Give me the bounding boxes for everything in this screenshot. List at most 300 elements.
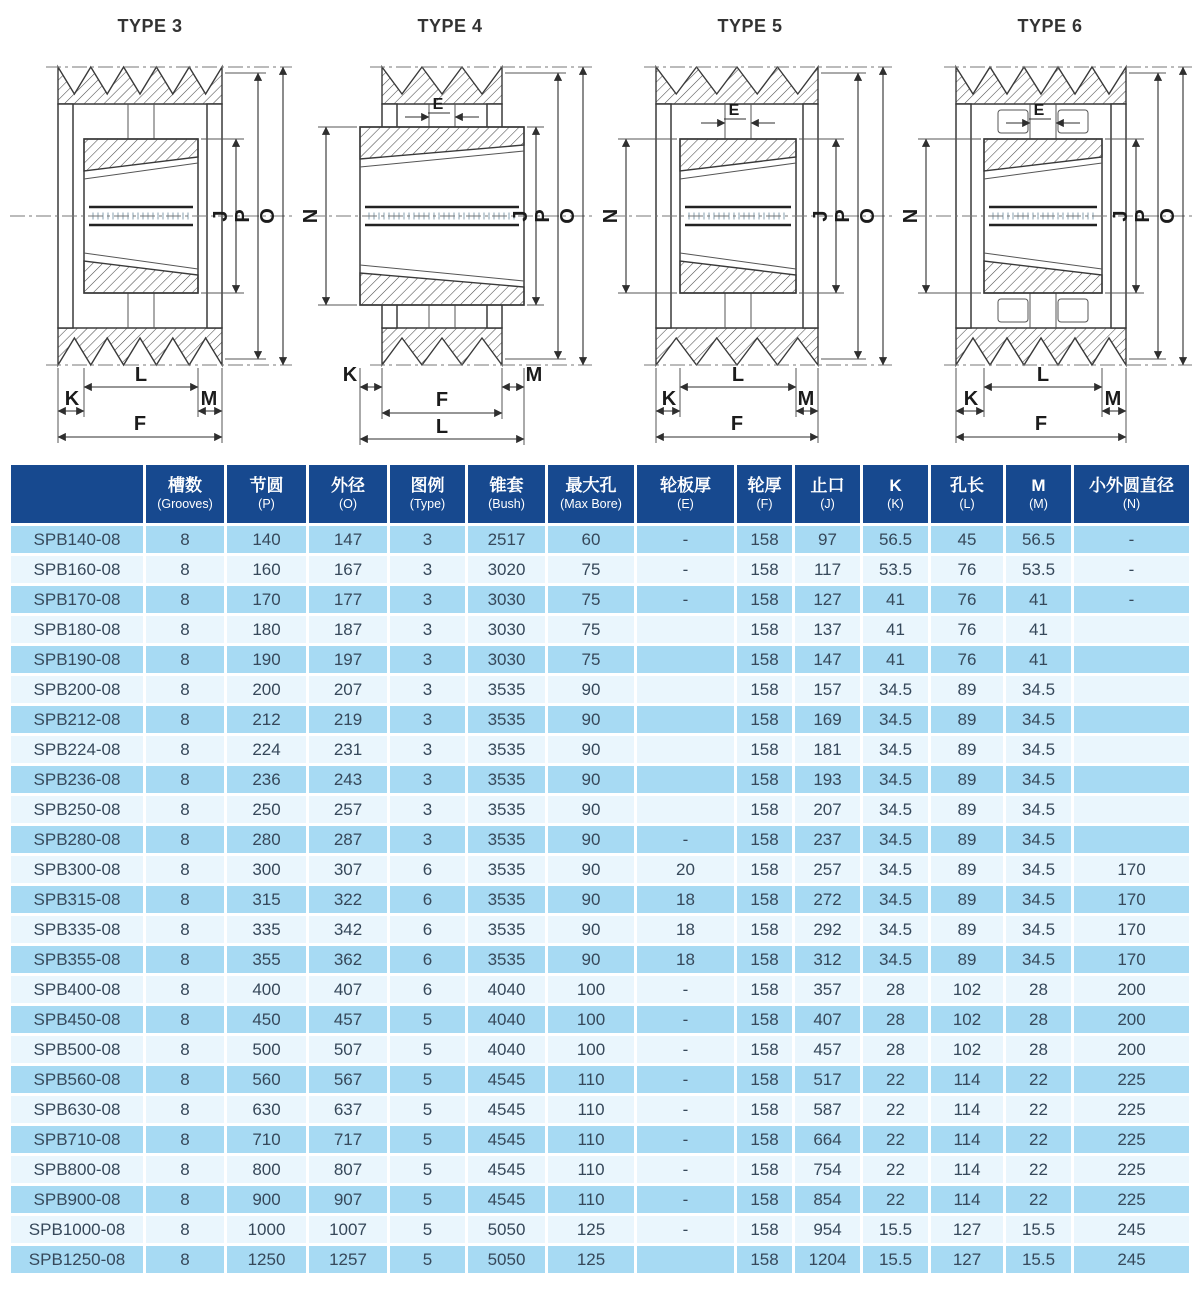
table-cell: 100 — [548, 1006, 634, 1033]
svg-text:P: P — [1132, 209, 1154, 223]
table-cell: 1000 — [227, 1216, 306, 1243]
table-cell: 158 — [737, 1006, 792, 1033]
table-cell: 158 — [737, 1246, 792, 1273]
table-cell: 5 — [390, 1096, 465, 1123]
model-cell: SPB190-08 — [11, 646, 143, 673]
table-cell: 190 — [227, 646, 306, 673]
column-header-13: 小外圆直径 (N) — [1074, 465, 1189, 523]
table-cell: 76 — [931, 616, 1003, 643]
table-cell: 8 — [146, 1096, 224, 1123]
model-cell: SPB280-08 — [11, 826, 143, 853]
table-cell: 127 — [931, 1216, 1003, 1243]
table-cell — [637, 796, 734, 823]
table-cell: 158 — [737, 766, 792, 793]
table-cell: - — [637, 826, 734, 853]
table-header-row — [11, 465, 1189, 523]
table-cell: 5 — [390, 1216, 465, 1243]
table-cell: 4040 — [468, 1006, 545, 1033]
table-cell: 90 — [548, 796, 634, 823]
table-row — [11, 1066, 1189, 1093]
table-cell: 34.5 — [863, 916, 928, 943]
model-cell: SPB1000-08 — [11, 1216, 143, 1243]
table-cell: 8 — [146, 766, 224, 793]
table-cell: 158 — [737, 1096, 792, 1123]
svg-text:K: K — [64, 388, 80, 410]
svg-text:K: K — [963, 388, 979, 410]
table-cell: 710 — [227, 1126, 306, 1153]
table-row — [11, 616, 1189, 643]
table-cell: 110 — [548, 1156, 634, 1183]
table-cell: 89 — [931, 826, 1003, 853]
table-cell: 34.5 — [863, 676, 928, 703]
table-cell: 18 — [637, 886, 734, 913]
table-cell: 75 — [548, 616, 634, 643]
model-cell: SPB1250-08 — [11, 1246, 143, 1273]
table-cell: 90 — [548, 856, 634, 883]
svg-text:J: J — [510, 210, 532, 222]
table-cell: 15.5 — [863, 1246, 928, 1273]
table-cell: 3 — [390, 646, 465, 673]
table-cell: 22 — [863, 1126, 928, 1153]
table-cell: - — [637, 1006, 734, 1033]
table-cell: 907 — [309, 1186, 387, 1213]
table-cell: 4545 — [468, 1156, 545, 1183]
table-cell: 34.5 — [1006, 826, 1071, 853]
table-cell: 90 — [548, 676, 634, 703]
table-cell: 8 — [146, 886, 224, 913]
table-cell: 200 — [1074, 1036, 1189, 1063]
table-cell: 158 — [737, 946, 792, 973]
table-cell: 28 — [863, 1006, 928, 1033]
model-cell: SPB500-08 — [11, 1036, 143, 1063]
table-cell: 89 — [931, 856, 1003, 883]
table-cell: 170 — [1074, 916, 1189, 943]
column-header-3: 外径 (O) — [309, 465, 387, 523]
table-cell: 1007 — [309, 1216, 387, 1243]
table-cell: 15.5 — [863, 1216, 928, 1243]
diagram-type-3 — [0, 0, 300, 462]
table-cell: 362 — [309, 946, 387, 973]
table-cell: 76 — [931, 646, 1003, 673]
table-cell: 237 — [795, 826, 860, 853]
table-cell: 231 — [309, 736, 387, 763]
table-cell: 4545 — [468, 1096, 545, 1123]
svg-text:F: F — [435, 389, 449, 411]
table-cell: 28 — [1006, 1006, 1071, 1033]
table-cell: 245 — [1074, 1246, 1189, 1273]
table-cell: 8 — [146, 826, 224, 853]
table-cell: 114 — [931, 1096, 1003, 1123]
table-row — [11, 526, 1189, 553]
table-cell: - — [637, 1096, 734, 1123]
table-cell: 200 — [1074, 976, 1189, 1003]
diagram-title-type-3: TYPE 3 — [117, 16, 183, 36]
table-cell: 3 — [390, 676, 465, 703]
table-cell: 34.5 — [1006, 946, 1071, 973]
table-cell: - — [637, 526, 734, 553]
table-cell: 158 — [737, 616, 792, 643]
column-header-5: 锥套 (Bush) — [468, 465, 545, 523]
column-header-6: 最大孔 (Max Bore) — [548, 465, 634, 523]
column-header-4: 图例 (Type) — [390, 465, 465, 523]
table-cell: 53.5 — [1006, 556, 1071, 583]
table-cell: 89 — [931, 916, 1003, 943]
table-cell: 312 — [795, 946, 860, 973]
table-cell: 89 — [931, 736, 1003, 763]
table-cell — [1074, 736, 1189, 763]
svg-text:N: N — [300, 208, 322, 224]
table-cell: 170 — [1074, 886, 1189, 913]
table-row — [11, 766, 1189, 793]
model-cell: SPB315-08 — [11, 886, 143, 913]
table-cell: 89 — [931, 676, 1003, 703]
table-cell: 110 — [548, 1186, 634, 1213]
table-cell: 158 — [737, 1156, 792, 1183]
table-cell: 34.5 — [863, 856, 928, 883]
table-cell: 219 — [309, 706, 387, 733]
table-cell: 250 — [227, 796, 306, 823]
model-cell: SPB212-08 — [11, 706, 143, 733]
table-cell: 97 — [795, 526, 860, 553]
table-cell: - — [637, 1156, 734, 1183]
table-cell: 322 — [309, 886, 387, 913]
table-cell: - — [637, 556, 734, 583]
svg-text:O: O — [257, 208, 279, 224]
table-cell: 6 — [390, 946, 465, 973]
table-cell: 224 — [227, 736, 306, 763]
table-cell: 3 — [390, 766, 465, 793]
table-cell: 158 — [737, 526, 792, 553]
table-cell — [637, 736, 734, 763]
table-row — [11, 586, 1189, 613]
table-cell: 4545 — [468, 1066, 545, 1093]
table-cell: 22 — [1006, 1126, 1071, 1153]
table-cell: 34.5 — [1006, 736, 1071, 763]
table-cell: 457 — [795, 1036, 860, 1063]
pulley-drawing-type-4 — [300, 39, 600, 463]
table-cell: 177 — [309, 586, 387, 613]
svg-text:N: N — [900, 208, 922, 224]
table-cell: 225 — [1074, 1156, 1189, 1183]
table-cell: 181 — [795, 736, 860, 763]
table-cell: 407 — [309, 976, 387, 1003]
table-cell: 158 — [737, 1066, 792, 1093]
svg-text:L: L — [731, 364, 745, 386]
table-row — [11, 706, 1189, 733]
table-cell: 5 — [390, 1186, 465, 1213]
table-cell: 15.5 — [1006, 1246, 1071, 1273]
table-cell: 169 — [795, 706, 860, 733]
table-cell: 900 — [227, 1186, 306, 1213]
model-cell: SPB710-08 — [11, 1126, 143, 1153]
svg-text:M: M — [525, 364, 543, 386]
table-cell: 954 — [795, 1216, 860, 1243]
table-cell: 34.5 — [863, 826, 928, 853]
table-cell: 8 — [146, 616, 224, 643]
table-cell: 110 — [548, 1096, 634, 1123]
column-header-11: 孔长 (L) — [931, 465, 1003, 523]
table-cell: 158 — [737, 826, 792, 853]
table-cell: 800 — [227, 1156, 306, 1183]
table-cell: 34.5 — [863, 736, 928, 763]
table-cell: 34.5 — [1006, 766, 1071, 793]
table-cell: 22 — [1006, 1156, 1071, 1183]
table-cell: 158 — [737, 916, 792, 943]
column-header-9: 止口 (J) — [795, 465, 860, 523]
table-cell: 287 — [309, 826, 387, 853]
table-cell: 114 — [931, 1066, 1003, 1093]
table-cell: 3535 — [468, 916, 545, 943]
svg-text:E: E — [432, 96, 444, 113]
table-cell: 34.5 — [863, 706, 928, 733]
table-cell: 8 — [146, 856, 224, 883]
table-cell: 89 — [931, 796, 1003, 823]
svg-text:P: P — [232, 209, 254, 223]
table-cell: 34.5 — [863, 796, 928, 823]
table-cell: - — [637, 1036, 734, 1063]
svg-text:E: E — [728, 102, 740, 119]
table-cell: 127 — [795, 586, 860, 613]
table-cell: 3 — [390, 556, 465, 583]
table-cell: 158 — [737, 1216, 792, 1243]
diagram-type-6 — [900, 0, 1200, 462]
table-cell: 3030 — [468, 616, 545, 643]
pulley-drawing-type-5 — [600, 39, 900, 463]
table-cell: 2517 — [468, 526, 545, 553]
model-cell: SPB200-08 — [11, 676, 143, 703]
table-cell: 158 — [737, 736, 792, 763]
svg-text:E: E — [1033, 102, 1045, 119]
table-cell: 34.5 — [1006, 856, 1071, 883]
table-cell: 6 — [390, 916, 465, 943]
svg-text:F: F — [1034, 413, 1048, 435]
table-cell — [637, 706, 734, 733]
table-cell: 5 — [390, 1066, 465, 1093]
table-cell: 3535 — [468, 946, 545, 973]
table-cell: 212 — [227, 706, 306, 733]
table-cell: 560 — [227, 1066, 306, 1093]
table-cell: 34.5 — [1006, 676, 1071, 703]
table-cell: 90 — [548, 916, 634, 943]
table-cell: 5 — [390, 1126, 465, 1153]
table-cell: 3535 — [468, 856, 545, 883]
table-cell: 22 — [1006, 1066, 1071, 1093]
svg-text:L: L — [134, 364, 148, 386]
table-cell: 1204 — [795, 1246, 860, 1273]
table-cell: 34.5 — [1006, 886, 1071, 913]
table-cell: 15.5 — [1006, 1216, 1071, 1243]
table-cell: 56.5 — [1006, 526, 1071, 553]
table-cell: 147 — [795, 646, 860, 673]
table-row — [11, 676, 1189, 703]
svg-text:O: O — [1157, 208, 1179, 224]
table-cell: 3535 — [468, 706, 545, 733]
pulley-diagrams — [0, 0, 1200, 462]
table-cell: 280 — [227, 826, 306, 853]
table-cell — [637, 1246, 734, 1273]
model-cell: SPB300-08 — [11, 856, 143, 883]
table-cell: - — [1074, 526, 1189, 553]
table-cell: 75 — [548, 586, 634, 613]
column-header-12: M (M) — [1006, 465, 1071, 523]
table-cell: 90 — [548, 766, 634, 793]
table-cell: 158 — [737, 796, 792, 823]
table-cell: 34.5 — [1006, 916, 1071, 943]
table-cell: 41 — [863, 616, 928, 643]
table-cell: 8 — [146, 1156, 224, 1183]
table-cell: 89 — [931, 706, 1003, 733]
column-header-2: 节圆 (P) — [227, 465, 306, 523]
table-cell: 114 — [931, 1126, 1003, 1153]
svg-text:F: F — [730, 413, 744, 435]
table-cell: 8 — [146, 916, 224, 943]
table-cell — [637, 676, 734, 703]
table-cell: 637 — [309, 1096, 387, 1123]
table-row — [11, 646, 1189, 673]
table-cell: 6 — [390, 856, 465, 883]
table-cell: 127 — [931, 1246, 1003, 1273]
table-cell: 187 — [309, 616, 387, 643]
table-cell: 100 — [548, 976, 634, 1003]
table-cell: 630 — [227, 1096, 306, 1123]
table-cell: 200 — [227, 676, 306, 703]
table-cell: 28 — [863, 1036, 928, 1063]
table-cell: 158 — [737, 706, 792, 733]
table-cell: 5 — [390, 1246, 465, 1273]
table-cell: 158 — [737, 646, 792, 673]
table-row — [11, 826, 1189, 853]
table-cell: 342 — [309, 916, 387, 943]
table-cell: 225 — [1074, 1096, 1189, 1123]
table-cell: 41 — [1006, 646, 1071, 673]
model-cell: SPB335-08 — [11, 916, 143, 943]
table-cell: 102 — [931, 1036, 1003, 1063]
spec-table — [8, 462, 1192, 1276]
table-cell: 193 — [795, 766, 860, 793]
svg-text:J: J — [1110, 210, 1132, 222]
table-cell: 157 — [795, 676, 860, 703]
table-cell: - — [637, 1186, 734, 1213]
table-cell: 102 — [931, 1006, 1003, 1033]
diagram-title-type-6: TYPE 6 — [1017, 16, 1083, 36]
table-cell: 5 — [390, 1156, 465, 1183]
table-cell: 3 — [390, 736, 465, 763]
table-cell: 160 — [227, 556, 306, 583]
table-cell: 3535 — [468, 796, 545, 823]
table-cell: 34.5 — [1006, 706, 1071, 733]
table-cell: 137 — [795, 616, 860, 643]
table-cell: 567 — [309, 1066, 387, 1093]
table-cell: 3535 — [468, 766, 545, 793]
table-cell — [1074, 646, 1189, 673]
table-cell: 34.5 — [863, 946, 928, 973]
diagram-title-type-4: TYPE 4 — [417, 16, 483, 36]
table-cell: 158 — [737, 586, 792, 613]
table-cell: 22 — [1006, 1186, 1071, 1213]
table-cell — [1074, 766, 1189, 793]
table-cell: 8 — [146, 526, 224, 553]
table-cell: 854 — [795, 1186, 860, 1213]
table-cell: 8 — [146, 706, 224, 733]
table-cell: 3030 — [468, 646, 545, 673]
table-cell: 197 — [309, 646, 387, 673]
table-cell: 167 — [309, 556, 387, 583]
table-cell: 102 — [931, 976, 1003, 1003]
table-cell: 22 — [863, 1096, 928, 1123]
table-cell — [1074, 826, 1189, 853]
table-row — [11, 1006, 1189, 1033]
table-cell: - — [637, 1126, 734, 1153]
table-row — [11, 1126, 1189, 1153]
table-cell: 41 — [863, 646, 928, 673]
table-cell: 53.5 — [863, 556, 928, 583]
table-cell: 8 — [146, 736, 224, 763]
table-cell — [637, 646, 734, 673]
table-cell: 125 — [548, 1246, 634, 1273]
table-cell: 158 — [737, 1186, 792, 1213]
model-cell: SPB900-08 — [11, 1186, 143, 1213]
table-row — [11, 976, 1189, 1003]
table-cell: 110 — [548, 1066, 634, 1093]
table-cell: 307 — [309, 856, 387, 883]
table-cell: 257 — [795, 856, 860, 883]
table-cell: 100 — [548, 1036, 634, 1063]
table-cell: 3535 — [468, 826, 545, 853]
table-cell: 34.5 — [863, 766, 928, 793]
table-cell: 28 — [1006, 1036, 1071, 1063]
table-cell: 225 — [1074, 1126, 1189, 1153]
table-cell: 4040 — [468, 976, 545, 1003]
table-cell: 1257 — [309, 1246, 387, 1273]
table-cell: 8 — [146, 1066, 224, 1093]
table-row — [11, 1096, 1189, 1123]
diagram-type-5 — [600, 0, 900, 462]
model-cell: SPB180-08 — [11, 616, 143, 643]
table-cell: 22 — [863, 1066, 928, 1093]
model-cell: SPB355-08 — [11, 946, 143, 973]
table-cell: 114 — [931, 1156, 1003, 1183]
table-row — [11, 1036, 1189, 1063]
column-header-10: K (K) — [863, 465, 928, 523]
table-cell: 90 — [548, 886, 634, 913]
table-cell: 587 — [795, 1096, 860, 1123]
table-cell: - — [1074, 556, 1189, 583]
diagram-type-4 — [300, 0, 600, 462]
column-header-0 — [11, 465, 143, 523]
model-cell: SPB160-08 — [11, 556, 143, 583]
table-cell: 6 — [390, 976, 465, 1003]
table-cell: 76 — [931, 586, 1003, 613]
svg-text:P: P — [832, 209, 854, 223]
svg-text:O: O — [557, 208, 579, 224]
table-cell: 170 — [227, 586, 306, 613]
table-cell: 170 — [1074, 946, 1189, 973]
table-cell: 5 — [390, 1006, 465, 1033]
svg-text:K: K — [661, 388, 677, 410]
table-cell: 34.5 — [1006, 796, 1071, 823]
table-cell: 243 — [309, 766, 387, 793]
table-cell: 3 — [390, 706, 465, 733]
table-cell: 272 — [795, 886, 860, 913]
table-cell: 717 — [309, 1126, 387, 1153]
table-cell: 158 — [737, 1036, 792, 1063]
table-row — [11, 856, 1189, 883]
svg-text:P: P — [532, 209, 554, 223]
table-cell: - — [637, 1216, 734, 1243]
table-cell: 22 — [1006, 1096, 1071, 1123]
table-cell: 807 — [309, 1156, 387, 1183]
table-body — [11, 526, 1189, 1273]
